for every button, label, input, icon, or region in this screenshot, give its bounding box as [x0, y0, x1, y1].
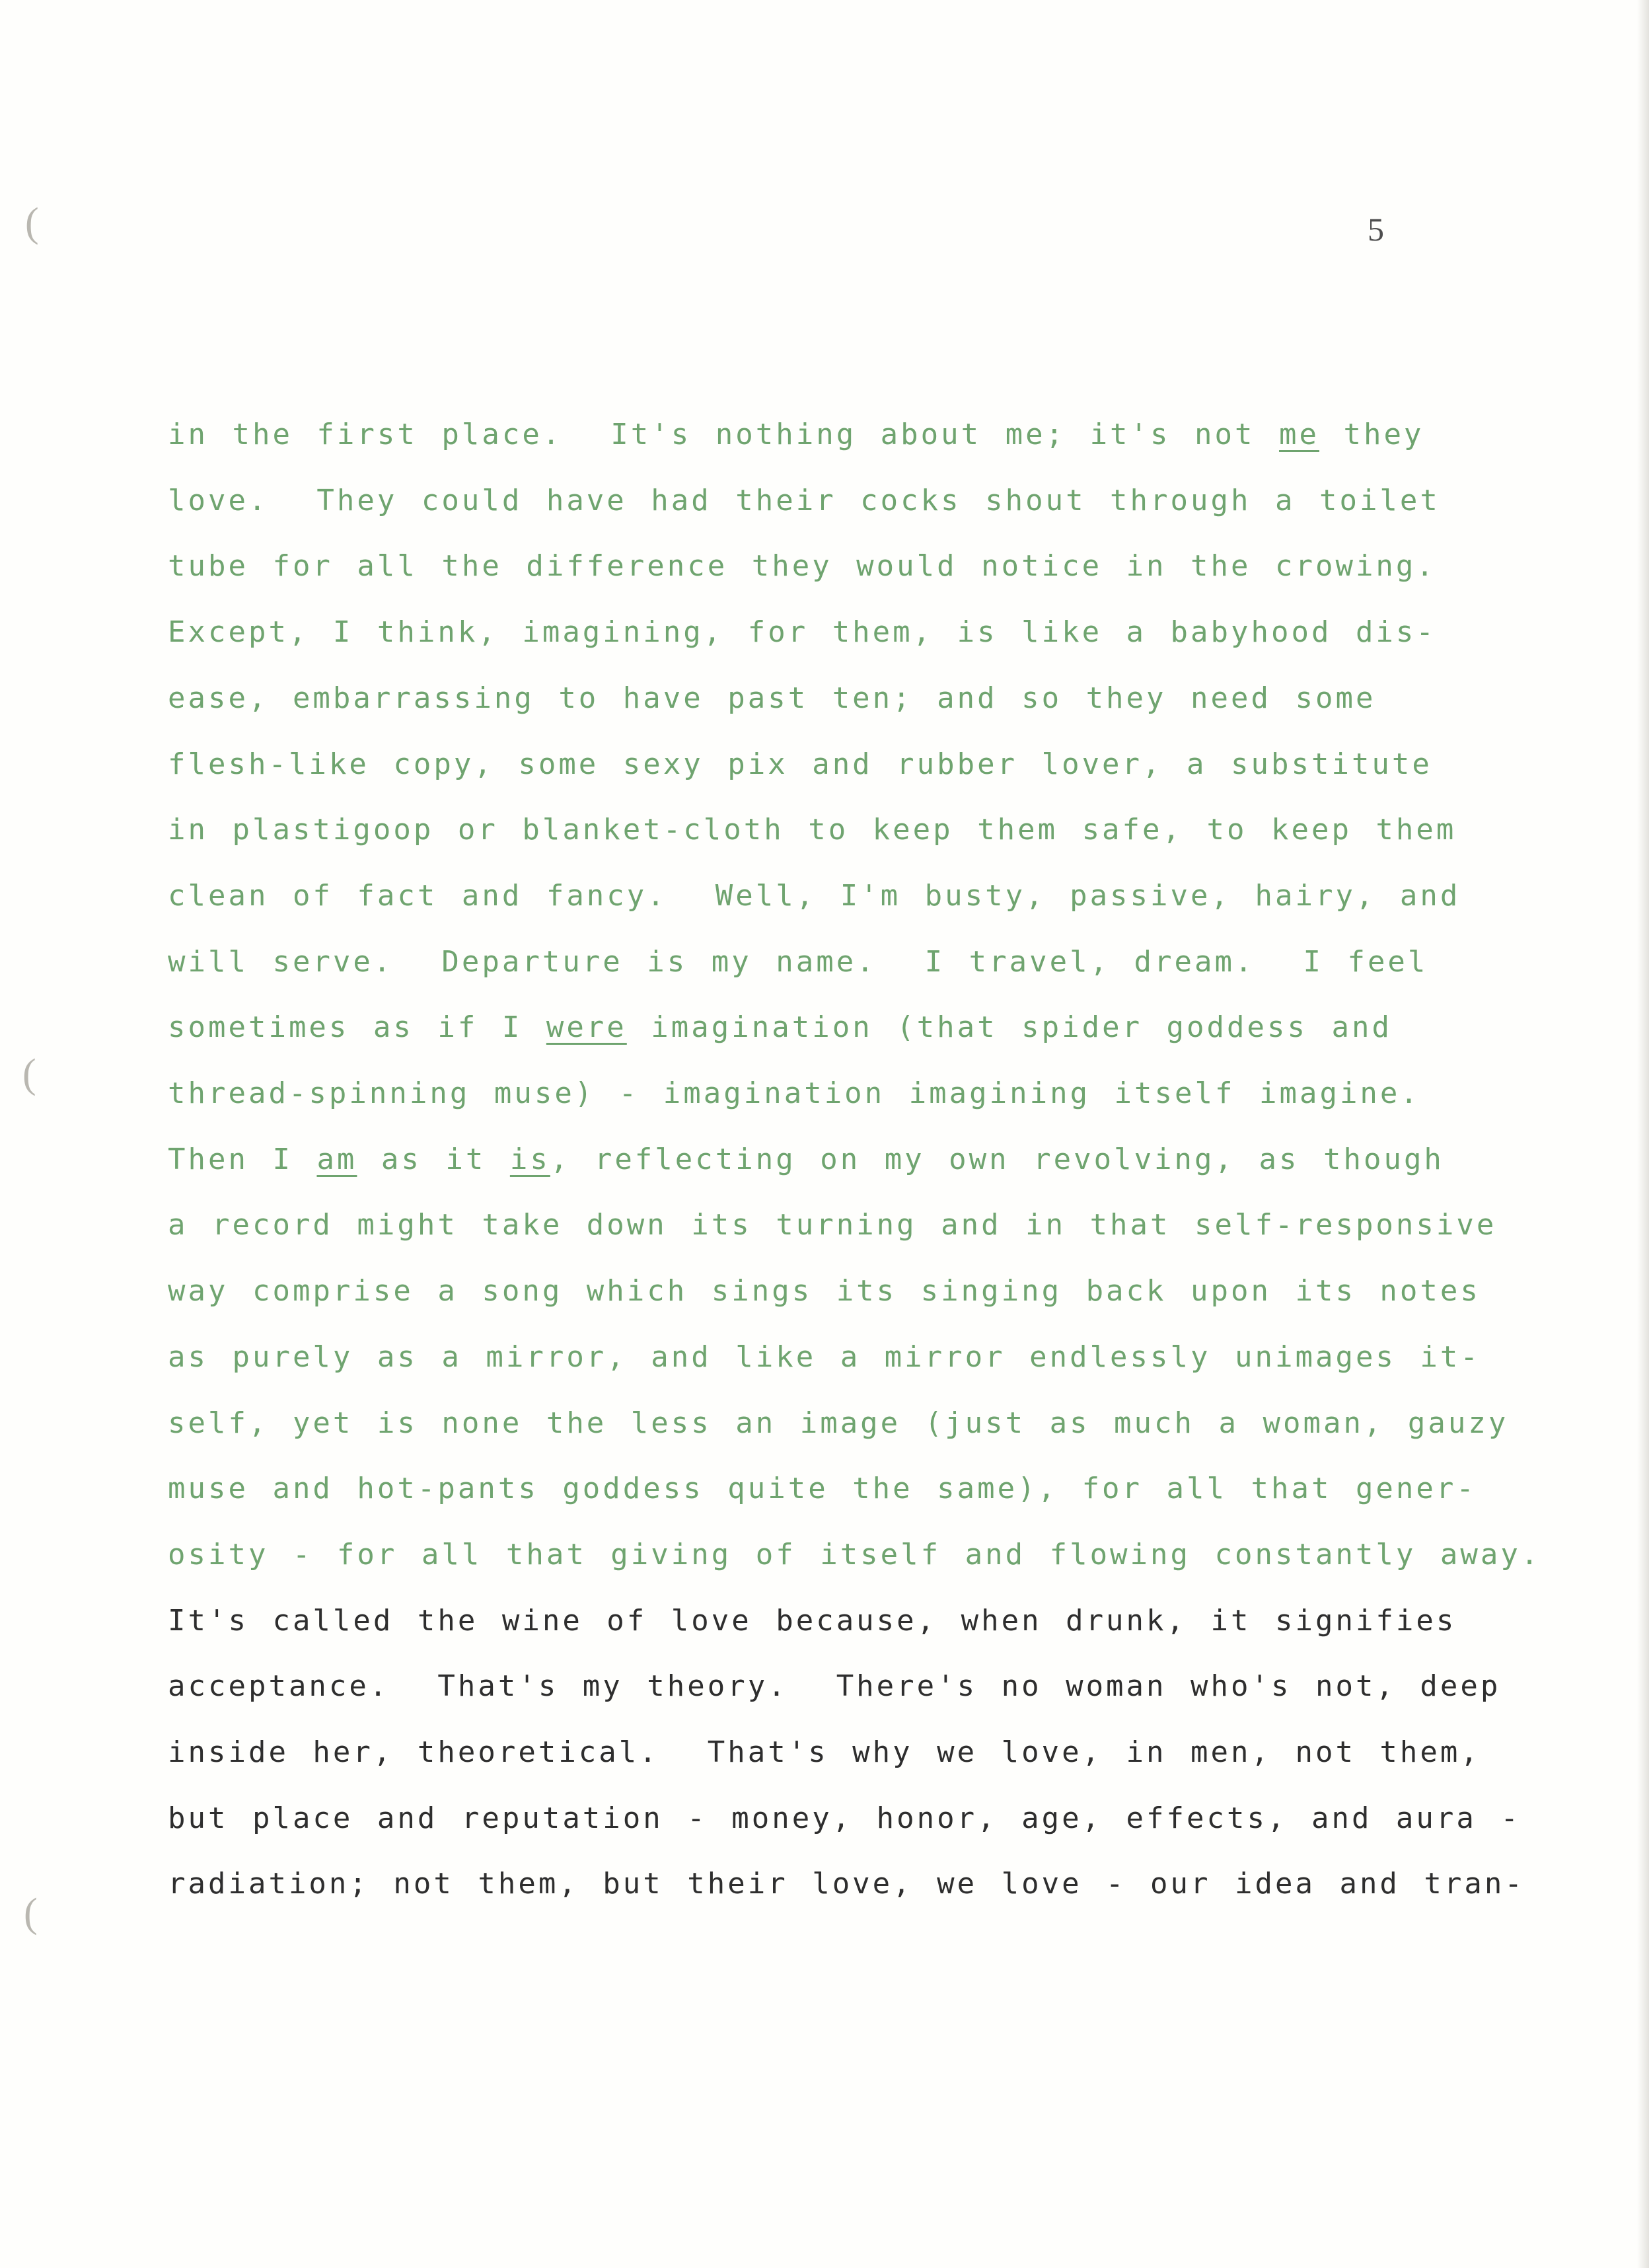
text-line	[168, 1786, 1634, 1852]
text-line	[168, 1324, 1634, 1390]
text-segment: inside her, theoretical. That's why we love, in men, not them,	[168, 1735, 1481, 1770]
typescript-body	[168, 402, 1634, 1917]
text-line	[168, 929, 1634, 995]
text-segment: a record might take down its turning and in that self-responsive	[168, 1208, 1497, 1242]
text-line	[168, 732, 1634, 798]
text-line	[168, 863, 1634, 929]
text-segment: radiation; not them, but their love, we love - our idea and tran-	[168, 1867, 1525, 1901]
text-segment: tube for all the difference they would notice in the crowing.	[168, 549, 1436, 584]
underlined-word: is	[509, 1142, 550, 1176]
text-line	[168, 1061, 1634, 1127]
text-line	[168, 468, 1634, 534]
text-line	[168, 1456, 1634, 1522]
text-line	[168, 1851, 1634, 1917]
text-line	[168, 1258, 1634, 1324]
text-segment: muse and hot-pants goddess quite the same), for all that gener-	[168, 1472, 1477, 1506]
underlined-word: were	[546, 1010, 627, 1045]
text-segment: imagination (that spider goddess and	[626, 1010, 1392, 1045]
text-line	[168, 665, 1634, 732]
text-segment: self, yet is none the less an image (just as much a woman, gauzy	[168, 1406, 1509, 1440]
page-number: 5	[1368, 211, 1384, 248]
text-segment: as purely as a mirror, and like a mirror endlessly unimages it-	[168, 1340, 1481, 1374]
text-line	[168, 1588, 1634, 1654]
text-line	[168, 1390, 1634, 1456]
text-line	[168, 1522, 1634, 1588]
text-segment: osity - for all that giving of itself and flowing constantly away.	[168, 1537, 1541, 1571]
binder-hole-mark-bottom: (	[24, 1891, 38, 1936]
text-segment: as it	[357, 1142, 510, 1176]
text-line	[168, 1127, 1634, 1193]
text-segment: love. They could have had their cocks shout through a toilet	[168, 483, 1440, 517]
text-line	[168, 402, 1634, 468]
text-line	[168, 797, 1634, 863]
text-segment: acceptance. That's my theory. There's no woman who's not, deep	[168, 1669, 1501, 1704]
text-segment: It's called the wine of love because, when drunk, it signifies	[168, 1603, 1457, 1638]
text-line	[168, 1720, 1634, 1786]
text-segment: flesh-like copy, some sexy pix and rubber lover, a substitute	[168, 747, 1432, 781]
text-segment: ease, embarrassing to have past ten; and so they need some	[168, 681, 1376, 715]
text-segment: , reflecting on my own revolving, as though	[550, 1142, 1444, 1176]
text-segment: thread-spinning muse) - imagination imagining itself imagine.	[168, 1077, 1420, 1111]
text-line	[168, 1653, 1634, 1720]
text-segment: but place and reputation - money, honor, age, effects, and aura -	[168, 1801, 1521, 1835]
text-segment: in the first place. It's nothing about me; it's not	[168, 418, 1279, 451]
text-segment: will serve. Departure is my name. I travel, dream. I feel	[168, 944, 1428, 979]
text-segment: in plastigoop or blanket-cloth to keep them safe, to keep them	[168, 813, 1457, 847]
binder-hole-mark-top: (	[25, 200, 39, 245]
paper-edge-shadow	[1637, 0, 1649, 2268]
text-line	[168, 599, 1634, 665]
text-line	[168, 995, 1634, 1061]
underlined-word: am	[316, 1142, 357, 1176]
underlined-word: me	[1278, 418, 1319, 451]
text-segment: Then I	[168, 1142, 317, 1176]
text-segment: Except, I think, imagining, for them, is like a babyhood dis-	[168, 615, 1436, 650]
text-line	[168, 533, 1634, 599]
text-segment: clean of fact and fancy. Well, I'm busty, passive, hairy, and	[168, 878, 1461, 913]
binder-hole-mark-middle: (	[22, 1051, 36, 1096]
text-segment: way comprise a song which sings its singing back upon its notes	[168, 1274, 1481, 1308]
text-segment: they	[1319, 418, 1424, 451]
text-segment: sometimes as if I	[168, 1010, 546, 1045]
text-line	[168, 1192, 1634, 1258]
